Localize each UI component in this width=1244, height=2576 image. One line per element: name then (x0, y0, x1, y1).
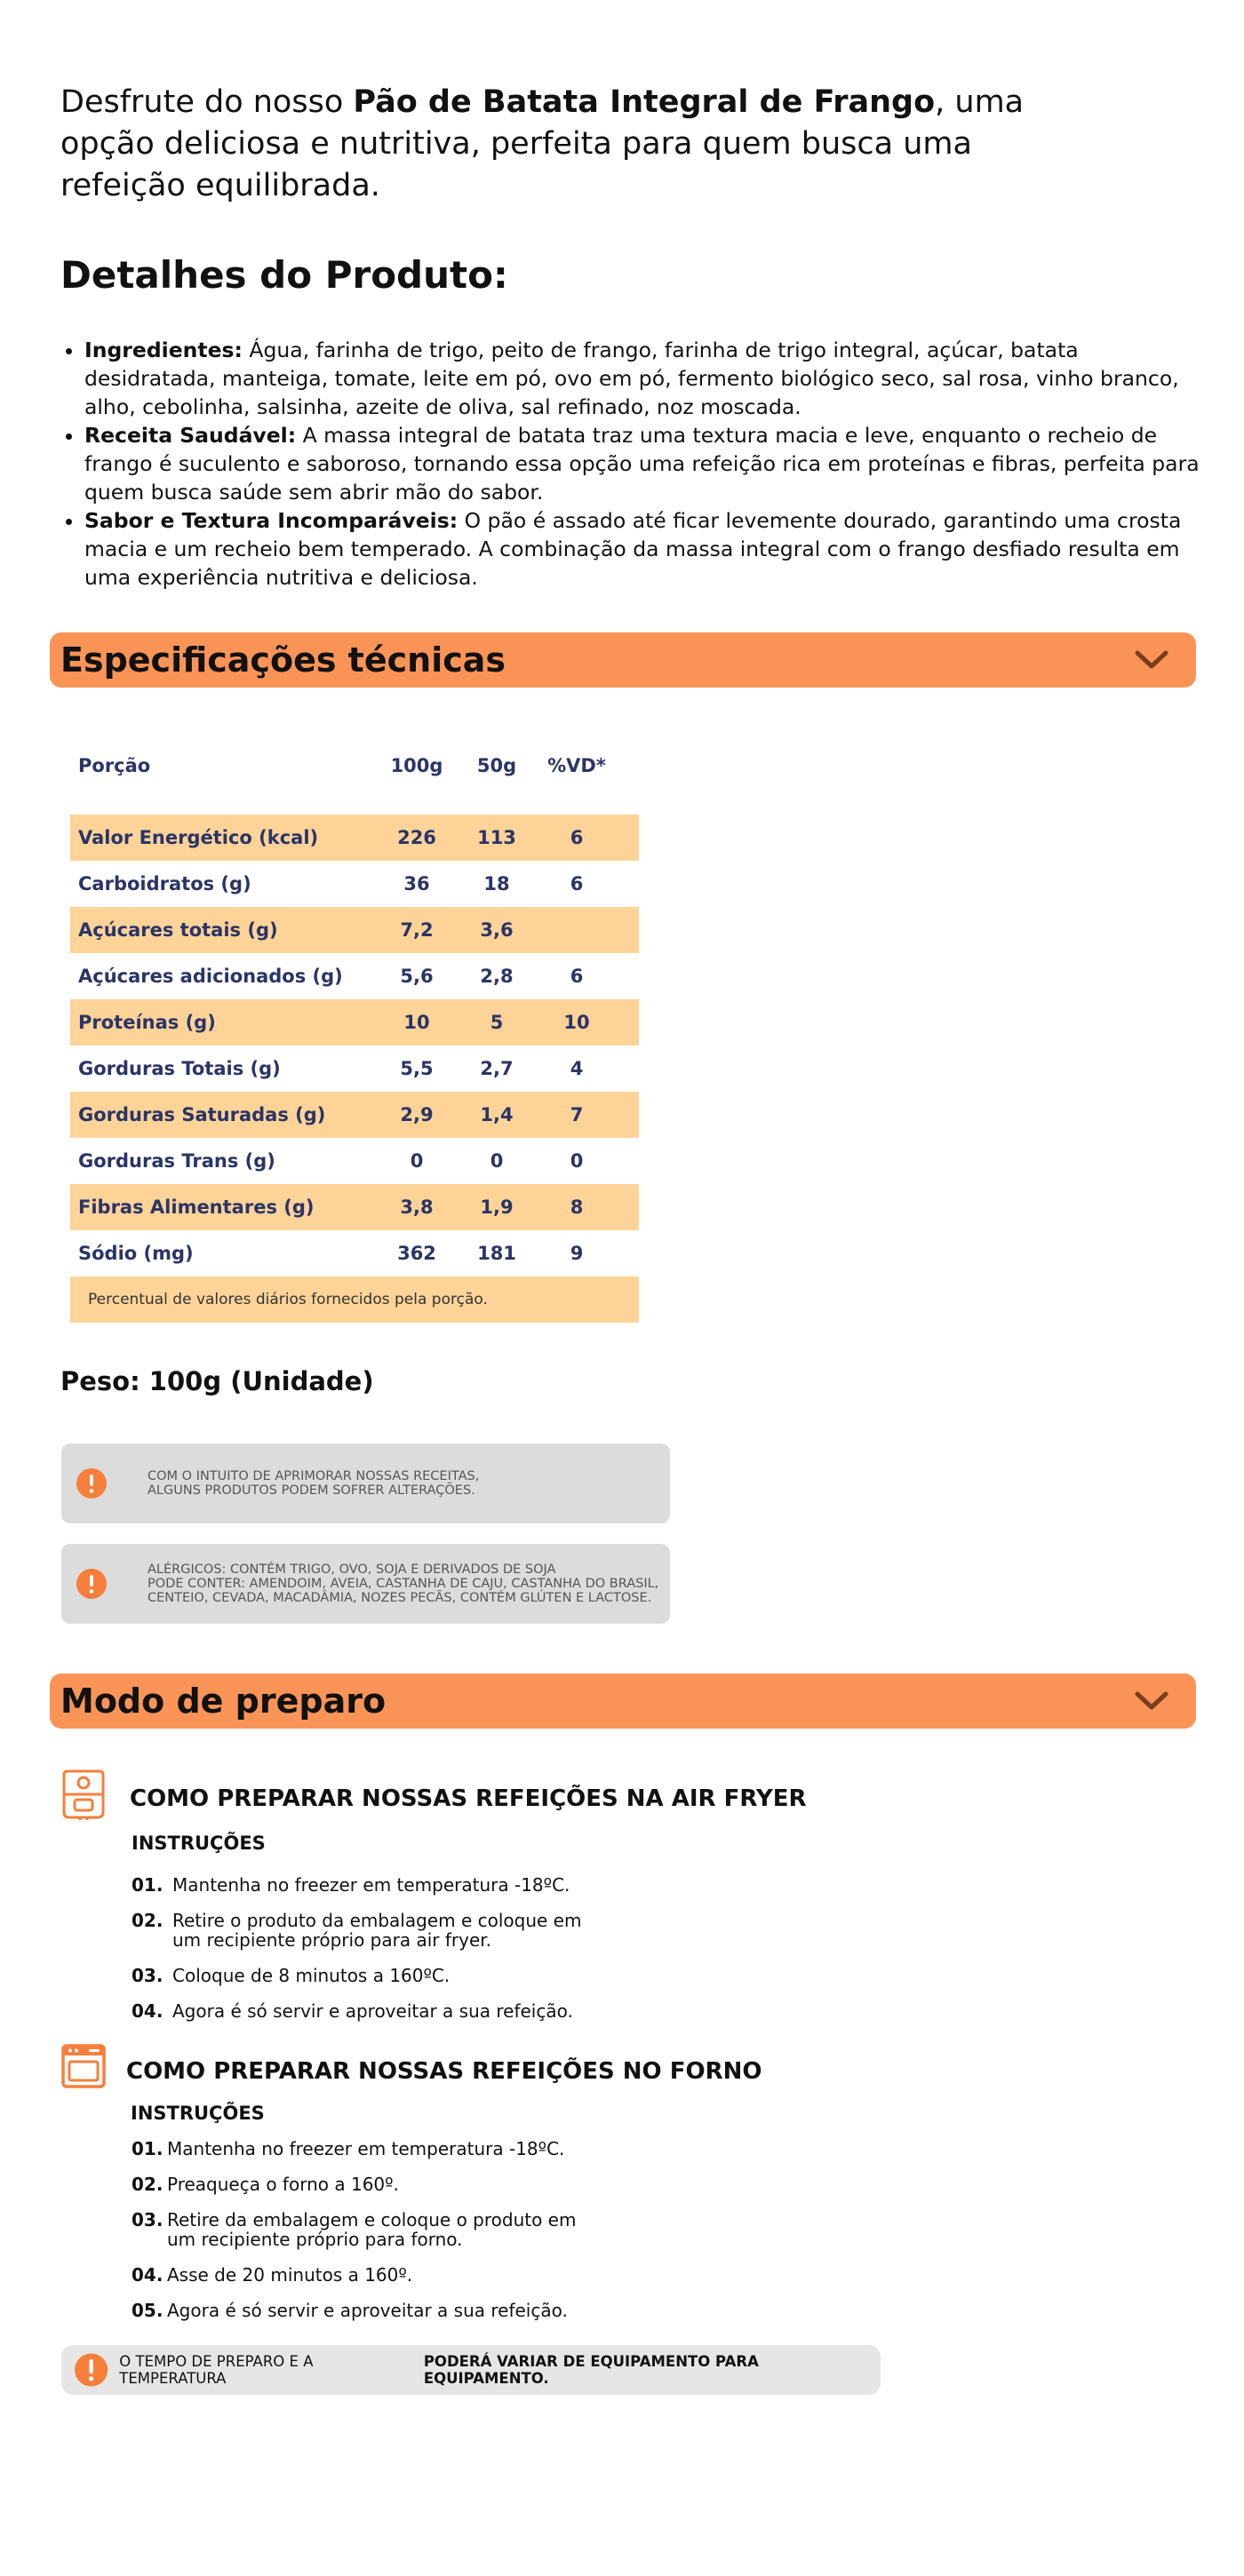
step-text: Asse de 20 minutos a 160º. (167, 2264, 413, 2286)
value-100g: 5,6 (400, 966, 434, 987)
value-100g: 0 (410, 1150, 424, 1172)
oven-icon (60, 2043, 107, 2089)
value-vd: 6 (570, 873, 584, 894)
nutrient-name: Gorduras Trans (g) (78, 1150, 275, 1172)
table-row (70, 907, 639, 953)
prep-accordion-header[interactable] (50, 1674, 1196, 1729)
nutrient-name: Fibras Alimentares (g) (78, 1197, 315, 1218)
list-item (132, 2265, 576, 2301)
specs-accordion-header[interactable] (50, 632, 1196, 688)
value-vd: 9 (570, 1243, 584, 1264)
details-item-text: A massa integral de batata traz uma textura macia e leve, enquanto o recheio de frango é suculento e saboroso, tornando essa opção uma refeição rica em proteínas e fibras, perfeita para quem busca saúde sem abrir mão do sabor. (84, 423, 1207, 505)
nutrition-table-header (70, 743, 639, 788)
step-number: 03. (132, 1965, 163, 1986)
step-number: 01. (132, 2138, 163, 2159)
value-100g: 5,5 (400, 1058, 434, 1079)
nutrient-name: Gorduras Saturadas (g) (78, 1104, 326, 1125)
intro-after: , uma opção deliciosa e nutritiva, perfeita para quem busca uma refeição equilibrada. (60, 84, 1025, 203)
prep-title: Modo de preparo (60, 1682, 387, 1721)
chevron-down-icon[interactable] (1134, 649, 1169, 671)
nutrient-name: Proteínas (g) (78, 1012, 216, 1033)
details-list (60, 336, 1207, 592)
value-50g: 2,8 (480, 966, 514, 987)
table-row (70, 1046, 639, 1092)
value-vd: 0 (570, 1150, 584, 1172)
details-item-text: O pão é assado até ficar levemente dourado, garantindo uma crosta macia e um recheio bem temperado. A combinação da massa integral com o frango desfiado resulta em uma experiência nutritiva e deliciosa. (84, 508, 1188, 590)
value-100g: 226 (397, 827, 436, 848)
step-number: 01. (132, 1874, 163, 1896)
step-text: Preaqueça o forno a 160º. (167, 2174, 399, 2195)
table-row (70, 1230, 639, 1276)
notice-text: ALÉRGICOS: CONTÉM TRIGO, OVO, SOJA E DERIVADOS DE SOJA PODE CONTER: AMENDOIM, AVEIA, CASTANHA DE CAJU, CASTANHA DO BRASIL, CENTEIO, CEVADA, MACADÂMIA, NOZES PECÃS, CONTÉM GLÚTEN E LACTOSE. (148, 1562, 659, 1605)
table-row (70, 815, 639, 861)
details-item-ingredients (84, 336, 1204, 421)
value-50g: 0 (490, 1150, 504, 1172)
oven-steps (132, 2139, 576, 2336)
chevron-down-icon[interactable] (1134, 1690, 1169, 1712)
value-50g: 2,7 (480, 1058, 514, 1079)
intro-product-name: Pão de Batata Integral de Frango (353, 84, 936, 120)
step-text: Mantenha no freezer em temperatura -18ºC. (172, 1874, 570, 1896)
air-fryer-icon (60, 1768, 107, 1821)
airfryer-steps (132, 1875, 581, 2037)
specs-title: Especificações técnicas (60, 640, 506, 680)
list-item (132, 1966, 581, 2001)
alert-circle-icon (76, 1568, 108, 1600)
details-item-flavor-texture (84, 506, 1204, 592)
value-100g: 3,8 (400, 1197, 434, 1218)
table-row (70, 1092, 639, 1138)
notice-text: COM O INTUITO DE APRIMORAR NOSSAS RECEITAS, ALGUNS PRODUTOS PODEM SOFRER ALTERAÇÕES. (148, 1469, 480, 1498)
header-portion: Porção (78, 755, 151, 776)
allergen-notice (61, 1544, 670, 1624)
header-100g: 100g (390, 755, 443, 776)
recipe-change-notice (61, 1443, 670, 1523)
airfryer-instructions-label: INSTRUÇÕES (132, 1833, 266, 1854)
details-item-text: Água, farinha de trigo, peito de frango, farinha de trigo integral, açúcar, batata desidratada, manteiga, tomate, leite em pó, ovo em pó, fermento biológico seco, sal rosa, vinho branco, alho, cebolinha, salsinha, azeite de oliva, sal refinado, noz moscada. (84, 338, 1186, 419)
table-row (70, 1138, 639, 1184)
value-vd: 6 (570, 827, 584, 848)
details-item-healthy-recipe (84, 421, 1207, 506)
step-number: 04. (132, 2000, 163, 2022)
oven-instructions-label: INSTRUÇÕES (131, 2103, 265, 2124)
value-50g: 18 (483, 873, 510, 894)
step-text: Agora é só servir e aproveitar a sua refeição. (167, 2300, 568, 2321)
prep-variation-note (61, 2345, 881, 2395)
nutrient-name: Açúcares totais (g) (78, 919, 278, 941)
header-vd: %VD* (547, 755, 606, 776)
details-title: Detalhes do Produto: (60, 253, 508, 297)
table-row (70, 861, 639, 907)
nutrient-name: Valor Energético (kcal) (78, 827, 319, 848)
note-bold-text: PODERÁ VARIAR DE EQUIPAMENTO PARA EQUIPAMENTO. (423, 2353, 759, 2387)
table-row (70, 953, 639, 999)
nutrient-name: Carboidratos (g) (78, 873, 251, 894)
step-number: 03. (132, 2209, 163, 2230)
oven-title: COMO PREPARAR NOSSAS REFEIÇÕES NO FORNO (126, 2058, 762, 2085)
list-item (132, 2301, 576, 2336)
details-item-label: Sabor e Textura Incomparáveis: (84, 508, 459, 533)
details-item-label: Ingredientes: (84, 338, 243, 362)
step-text: Retire o produto da embalagem e coloque em um recipiente próprio para air fryer. (172, 1910, 582, 1951)
value-50g: 1,9 (480, 1197, 514, 1218)
step-number: 05. (132, 2300, 163, 2321)
step-text: Retire da embalagem e coloque o produto em um recipiente próprio para forno. (167, 2209, 577, 2250)
list-item (132, 2001, 581, 2037)
value-100g: 2,9 (400, 1104, 434, 1125)
nutrition-footnote: Percentual de valores diários fornecidos pela porção. (70, 1276, 639, 1323)
alert-circle-icon (76, 1467, 108, 1499)
value-vd: 8 (570, 1197, 584, 1218)
value-100g: 10 (403, 1012, 430, 1033)
value-vd: 7 (570, 1104, 584, 1125)
value-100g: 7,2 (400, 919, 434, 941)
step-text: Coloque de 8 minutos a 160ºC. (172, 1965, 451, 1986)
details-item-label: Receita Saudável: (84, 423, 297, 448)
header-50g: 50g (476, 755, 517, 776)
list-item (132, 2174, 576, 2210)
step-text: Agora é só servir e aproveitar a sua refeição. (172, 2000, 573, 2022)
value-vd: 6 (570, 966, 584, 987)
product-weight: Peso: 100g (Unidade) (60, 1366, 374, 1396)
alert-circle-icon (74, 2352, 108, 2388)
nutrient-name: Açúcares adicionados (g) (78, 966, 343, 987)
list-item (132, 1911, 581, 1966)
value-50g: 113 (477, 827, 516, 848)
value-100g: 36 (403, 873, 430, 894)
table-row (70, 1184, 639, 1230)
nutrition-table (70, 743, 639, 1323)
value-50g: 5 (490, 1012, 504, 1033)
note-text: O TEMPO DE PREPARO E A TEMPERATURA (119, 2353, 318, 2387)
value-vd: 4 (570, 1058, 584, 1079)
value-50g: 3,6 (480, 919, 514, 941)
table-row (70, 999, 639, 1046)
value-50g: 181 (477, 1243, 516, 1264)
value-vd: 10 (563, 1012, 590, 1033)
list-item (132, 1875, 581, 1911)
value-50g: 1,4 (480, 1104, 514, 1125)
intro-before: Desfrute do nosso (60, 84, 354, 120)
list-item (132, 2210, 576, 2265)
airfryer-title: COMO PREPARAR NOSSAS REFEIÇÕES NA AIR FRYER (130, 1785, 807, 1812)
list-item (132, 2139, 576, 2174)
intro-text (60, 82, 1082, 207)
nutrient-name: Gorduras Totais (g) (78, 1058, 281, 1079)
step-text: Mantenha no freezer em temperatura -18ºC. (167, 2138, 565, 2159)
step-number: 04. (132, 2264, 163, 2286)
step-number: 02. (132, 2174, 163, 2195)
value-100g: 362 (397, 1243, 436, 1264)
nutrient-name: Sódio (mg) (78, 1243, 194, 1264)
step-number: 02. (132, 1910, 163, 1931)
